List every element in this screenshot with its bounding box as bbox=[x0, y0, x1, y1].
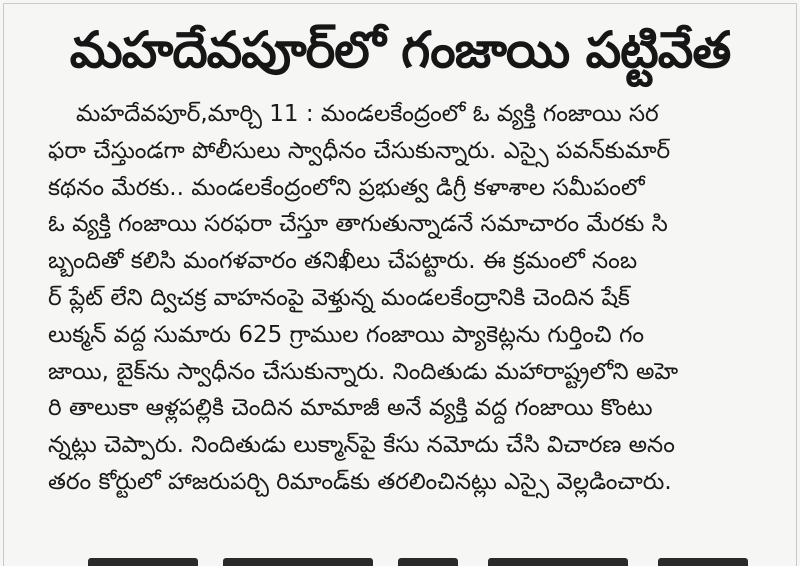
article-line: ఫరా చేస్తుండగా పోలీసులు స్వాధీనం చేసుకున్నారు. ఎస్సై పవన్‌కుమార్ bbox=[48, 137, 671, 164]
article-line: జాయి, బైక్‌ను స్వాధీనం చేసుకున్నారు. నిందితుడు మహారాష్ట్రలోని అహె bbox=[48, 358, 679, 385]
article-line: ర్ ప్లేట్ లేని ద్విచక్ర వాహనంపై వెళ్తున్న మండలకేంద్రానికి చెందిన షేక్ bbox=[48, 284, 630, 311]
article-body bbox=[48, 96, 764, 501]
article-headline: మహదేవపూర్‌లో గంజాయి పట్టివేత bbox=[69, 21, 731, 79]
article-line: కథనం మేరకు.. మండలకేంద్రంలోని ప్రభుత్వ డిగ్రీ కళాశాల సమీపంలో bbox=[48, 174, 645, 201]
article-line: రి తాలుకా ఆళ్లపల్లికి చెందిన మామాజీ అనే వ్యక్తి వద్ద గంజాయి కొంటు bbox=[48, 395, 653, 422]
article-line: న్నట్లు చెప్పారు. నిందితుడు లుక్మాన్‌పై కేసు నమోదు చేసి విచారణ అనం bbox=[48, 432, 675, 459]
article-line: బ్బందితో కలిసి మంగళవారం తనిఖీలు చేపట్టారు. ఈ క్రమంలో నంబ bbox=[48, 248, 638, 275]
next-headline-cutoff bbox=[48, 550, 764, 566]
article-line: లుక్మన్ వద్ద సుమారు 625 గ్రాముల గంజాయి ప్యాకెట్లను గుర్తించి గం bbox=[48, 321, 645, 348]
article-line: తరం కోర్టులో హాజరుపర్చి రిమాండ్‌కు తరలించినట్లు ఎస్సై వెల్లడించారు. bbox=[48, 468, 672, 495]
article-line: ఓ వ్యక్తి గంజాయి సరఫరా చేస్తూ తాగుతున్నాడనే సమాచారం మేరకు సి bbox=[48, 211, 668, 238]
article-line: మహదేవపూర్,మార్చి 11 : మండలకేంద్రంలో ఓ వ్యక్తి గంజాయి సర bbox=[76, 101, 659, 127]
